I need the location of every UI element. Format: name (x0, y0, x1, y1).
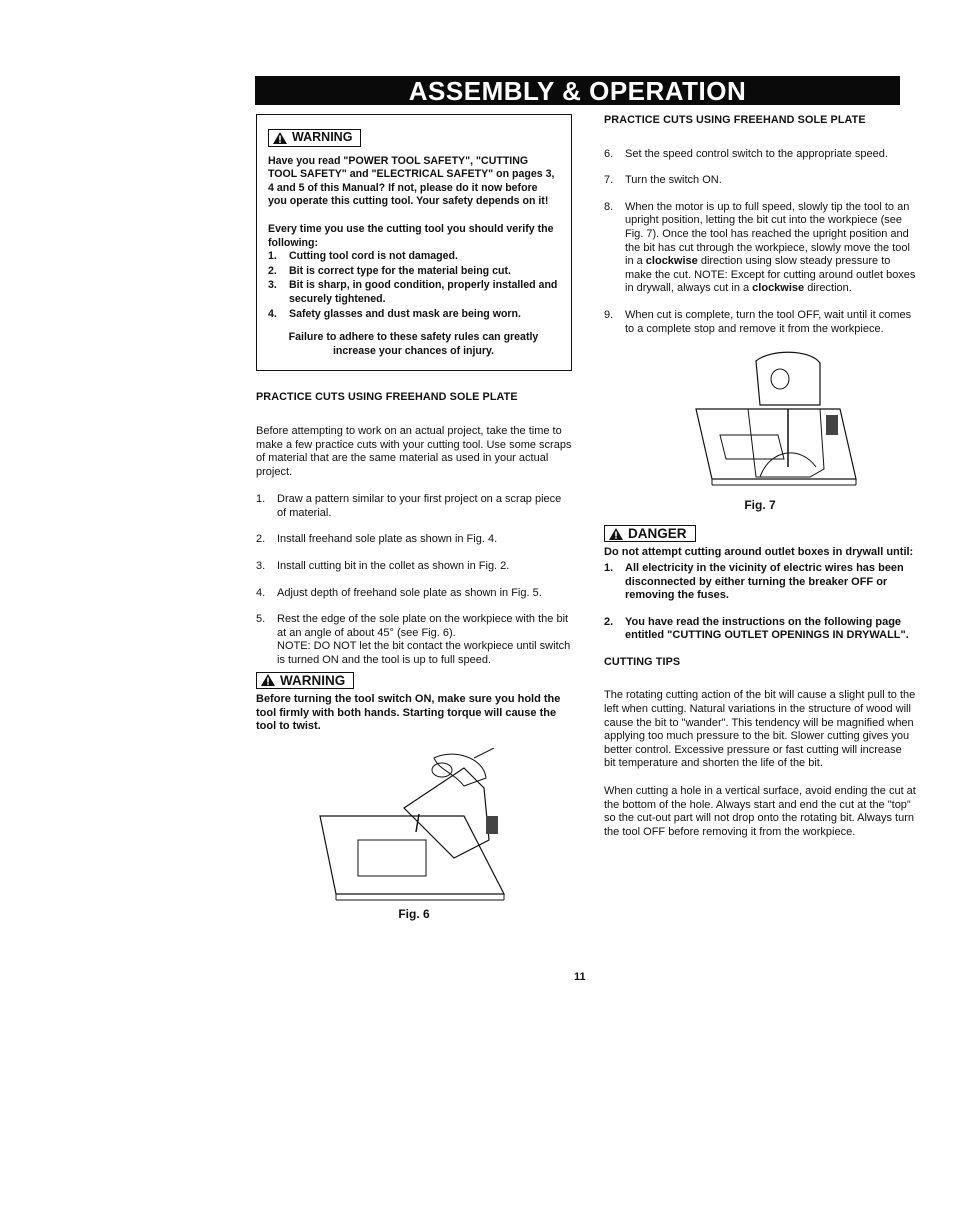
danger-intro: Do not attempt cutting around outlet boxes in drywall until: (604, 546, 914, 559)
list-item: 3. Bit is sharp, in good condition, properly installed and securely tightened. (268, 279, 558, 305)
list-item: 9. When cut is complete, turn the tool OFF, wait until it comes to a complete stop and remove it from the workpiece. (604, 308, 912, 335)
warning-footer: Failure to adhere to these safety rules can greatly increase your chances of injury. (288, 331, 539, 357)
list-item: 1. Draw a pattern similar to your first project on a scrap piece of material. (256, 493, 562, 519)
list-item: 4. Safety glasses and dust mask are being worn. (268, 307, 521, 320)
warning-tag (268, 129, 361, 147)
twist-warning-text: Before turning the tool switch ON, make sure you hold the tool firmly with both hands. Starting torque will cause the tool to twist. (256, 693, 561, 733)
section-banner: ASSEMBLY & OPERATION (255, 76, 900, 105)
tips-paragraph-2: When cutting a hole in a vertical surface, avoid ending the cut at the bottom of the hole. Always start and end the cut at the "top" so the cut-out part will not drop onto the rotating bit. Always turn the tool OFF before removing it from the workpiece. (604, 785, 916, 838)
cutting-tips-heading: CUTTING TIPS (604, 655, 681, 668)
list-item: 6. Set the speed control switch to the appropriate speed. (604, 147, 888, 160)
warning-checklist (268, 250, 559, 321)
fig7-caption: Fig. 7 (744, 498, 776, 513)
danger-list (604, 562, 916, 643)
warning-verify-text: Every time you use the cutting tool you should verify the following: (268, 222, 554, 249)
fig7-illustration (660, 349, 860, 499)
list-item: 1. Cutting tool cord is not damaged. (268, 250, 458, 263)
danger-tag: DANGER (604, 525, 696, 543)
list-item: 2. Install freehand sole plate as shown in Fig. 4. (256, 533, 498, 546)
warning-paragraph: Have you read "POWER TOOL SAFETY", "CUTTING TOOL SAFETY" and "ELECTRICAL SAFETY" on pages 3, 4 and 5 of this Manual? If not, please do it now before you operate this cutting tool. Your safety depends on it! (268, 154, 555, 208)
right-heading: PRACTICE CUTS USING FREEHAND SOLE PLATE (604, 114, 866, 126)
list-item: 4. Adjust depth of freehand sole plate as shown in Fig. 5. (256, 586, 542, 599)
list-item: 2. You have read the instructions on the following page entitled "CUTTING OUTLET OPENINGS IN DRYWALL". (604, 615, 909, 642)
list-item: 2. Bit is correct type for the material being cut. (268, 264, 511, 277)
fig6-illustration (314, 748, 514, 908)
warning-triangle-icon (261, 674, 275, 686)
left-heading: PRACTICE CUTS USING FREEHAND SOLE PLATE (256, 391, 518, 404)
warning-label: WARNING (292, 130, 353, 144)
list-item: 7. Turn the switch ON. (604, 174, 722, 187)
list-item: 8. When the motor is up to full speed, slowly tip the tool to an upright position, letting the bit cut into the workpiece (see Fig. 7). Once the tool has reached the upright position and the bit has cut through the workpiece, slowly move the tool in a clockwise direction using slow steady pressure to make the cut. NOTE: Except for cutting around outlet boxes in drywall, always cut in a clockwise direction. (604, 200, 916, 295)
warning-triangle-icon (273, 132, 287, 144)
steps-list-right (604, 148, 916, 337)
right-column (604, 114, 916, 853)
danger-triangle-icon (609, 528, 623, 540)
fig6-caption: Fig. 6 (398, 907, 430, 921)
steps-list-left (256, 493, 572, 667)
warning-box (256, 114, 572, 371)
intro-paragraph: Before attempting to work on an actual project, take the time to make a few practice cuts with your cutting tool. Use some scraps of material that are the same material as used in your actual project. (256, 424, 572, 478)
list-item: 5. Rest the edge of the sole plate on the workpiece with the bit at an angle of about 45° (see Fig. 6). NOTE: DO NOT let the bit contact the workpiece until switch is turned ON and the tool is up to full speed. (256, 613, 571, 667)
tips-paragraph-1: The rotating cutting action of the bit will cause a slight pull to the left when cutting. Natural variations in the structure of wood will cause the bit to "wander". This tendency will be magnified when applying too much pressure to the bit. Slower cutting gives you better control. Excessive pressure or fast cutting will increase bit temperature and shorten the life of the bit. (604, 689, 916, 770)
page-number: 11 (574, 971, 586, 983)
left-column (256, 114, 572, 922)
list-item: 1. All electricity in the vicinity of electric wires has been disconnected by either turning the breaker OFF or removing the fuses. (604, 561, 904, 602)
warning-tag-2: WARNING (256, 672, 354, 690)
list-item: 3. Install cutting bit in the collet as shown in Fig. 2. (256, 560, 510, 573)
